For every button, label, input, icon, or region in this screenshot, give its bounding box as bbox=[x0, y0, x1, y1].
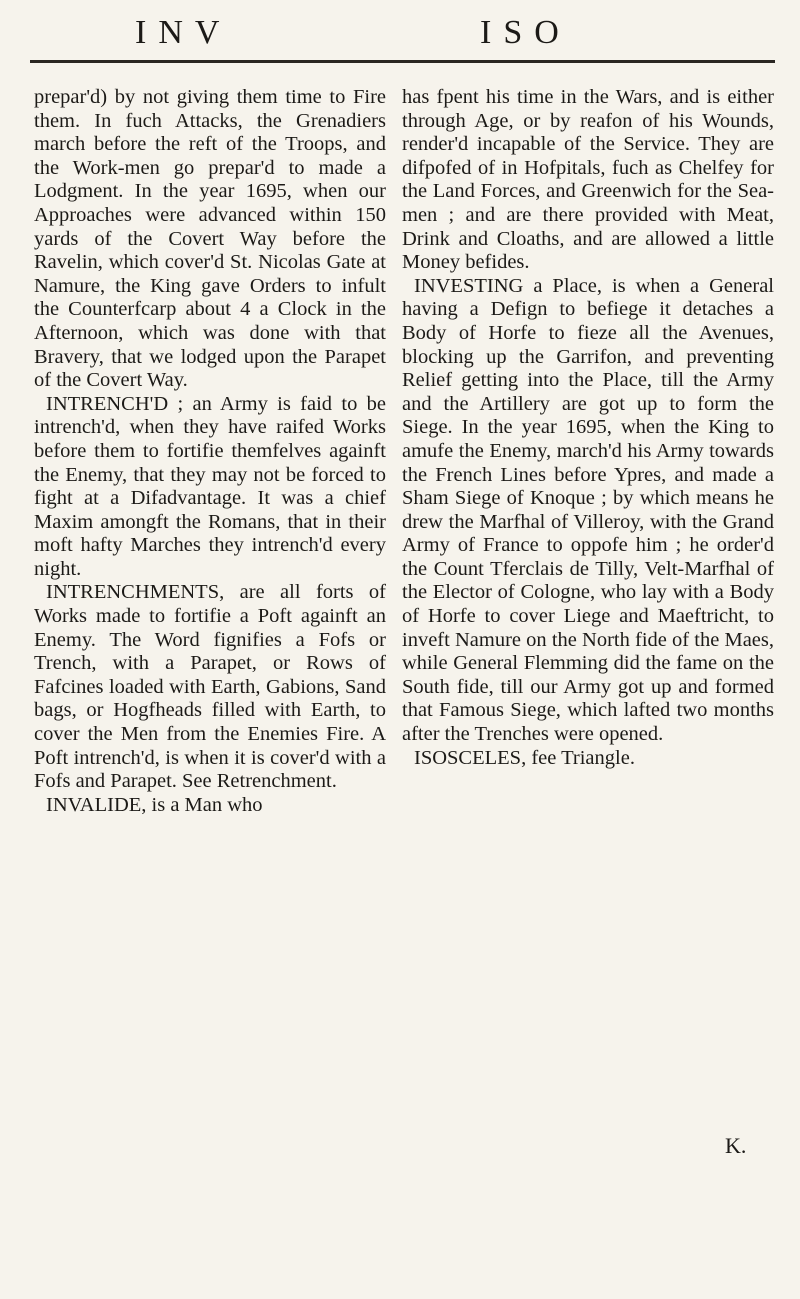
running-header bbox=[0, 14, 800, 54]
entry-intrenchd: INTRENCH'D ; an Army is faid to be intrench'd, when they have raifed Works before them to fortifie themfelves againft the Enemy, that they may not be forced to fight at a Difadvantage. It was a chief Maxim amongft the Romans, that in their moft hafty Marches they intrench'd every night. bbox=[34, 392, 386, 580]
entry-isosceles: ISOSCELES, fee Triangle. bbox=[414, 746, 635, 769]
header-right: ISO bbox=[480, 14, 571, 51]
entry-invalide: INVALIDE, is a Man who bbox=[46, 793, 263, 816]
paragraph: has fpent his time in the Wars, and is either through Age, or by reafon of his Wounds, render'd incapable of the Service. They are difpofed of in Hofpitals, fuch as Chelfey for the Land Forces, and Greenwich for the Sea-men ; and are there provided with Meat, Drink and Cloaths, and are allowed a little Money befides. bbox=[402, 86, 774, 274]
header-left: INV bbox=[135, 14, 232, 51]
header-rule bbox=[30, 60, 775, 63]
right-column bbox=[402, 86, 774, 770]
entry-intrenchments: INTRENCHMENTS, are all forts of Works made to fortifie a Poft againft an Enemy. The Word fignifies a Fofs or Trench, with a Parapet, or Rows of Fafcines loaded with Earth, Gabions, Sand bags, or Hogfheads filled with Earth, to cover the Men from the Enemies Fire. A Poft intrench'd, is when it is cover'd with a Fofs and Parapet. See Retrenchment. bbox=[34, 581, 386, 793]
catchword: K. bbox=[725, 1133, 747, 1158]
paragraph: prepar'd) by not giving them time to Fire them. In fuch Attacks, the Grenadiers march before the reft of the Troops, and the Work-men go prepar'd to made a Lodgment. In the year 1695, when our Approaches were advanced within 150 yards of the Covert Way before the Ravelin, which cover'd St. Nicolas Gate at Namure, the King gave Orders to infult the Counterfcarp about 4 a Clock in the Afternoon, which was done with that Bravery, that we lodged upon the Parapet of the Covert Way. bbox=[34, 86, 386, 392]
left-column bbox=[34, 86, 386, 817]
entry-investing: INVESTING a Place, is when a General having a Defign to befiege it detaches a Body of Horfe to fieze all the Avenues, blocking up the Garrifon, and preventing Relief getting into the Place, till the Army and the Artillery are got up to form the Siege. In the year 1695, when the King to amufe the Enemy, march'd his Army towards the French Lines before Ypres, and made a Sham Siege of Knoque ; by which means he drew the Marfhal of Villeroy, with the Grand Army of France to oppofe him ; he order'd the Count Tferclais de Tilly, Velt-Marfhal of the Elector of Cologne, who lay with a Body of Horfe to cover Liege and Maeftricht, to inveft Namure on the North fide of the Maes, while General Flemming did the fame on the South fide, till our Army got up and formed that Famous Siege, which lafted two months after the Trenches were opened. bbox=[402, 274, 774, 746]
